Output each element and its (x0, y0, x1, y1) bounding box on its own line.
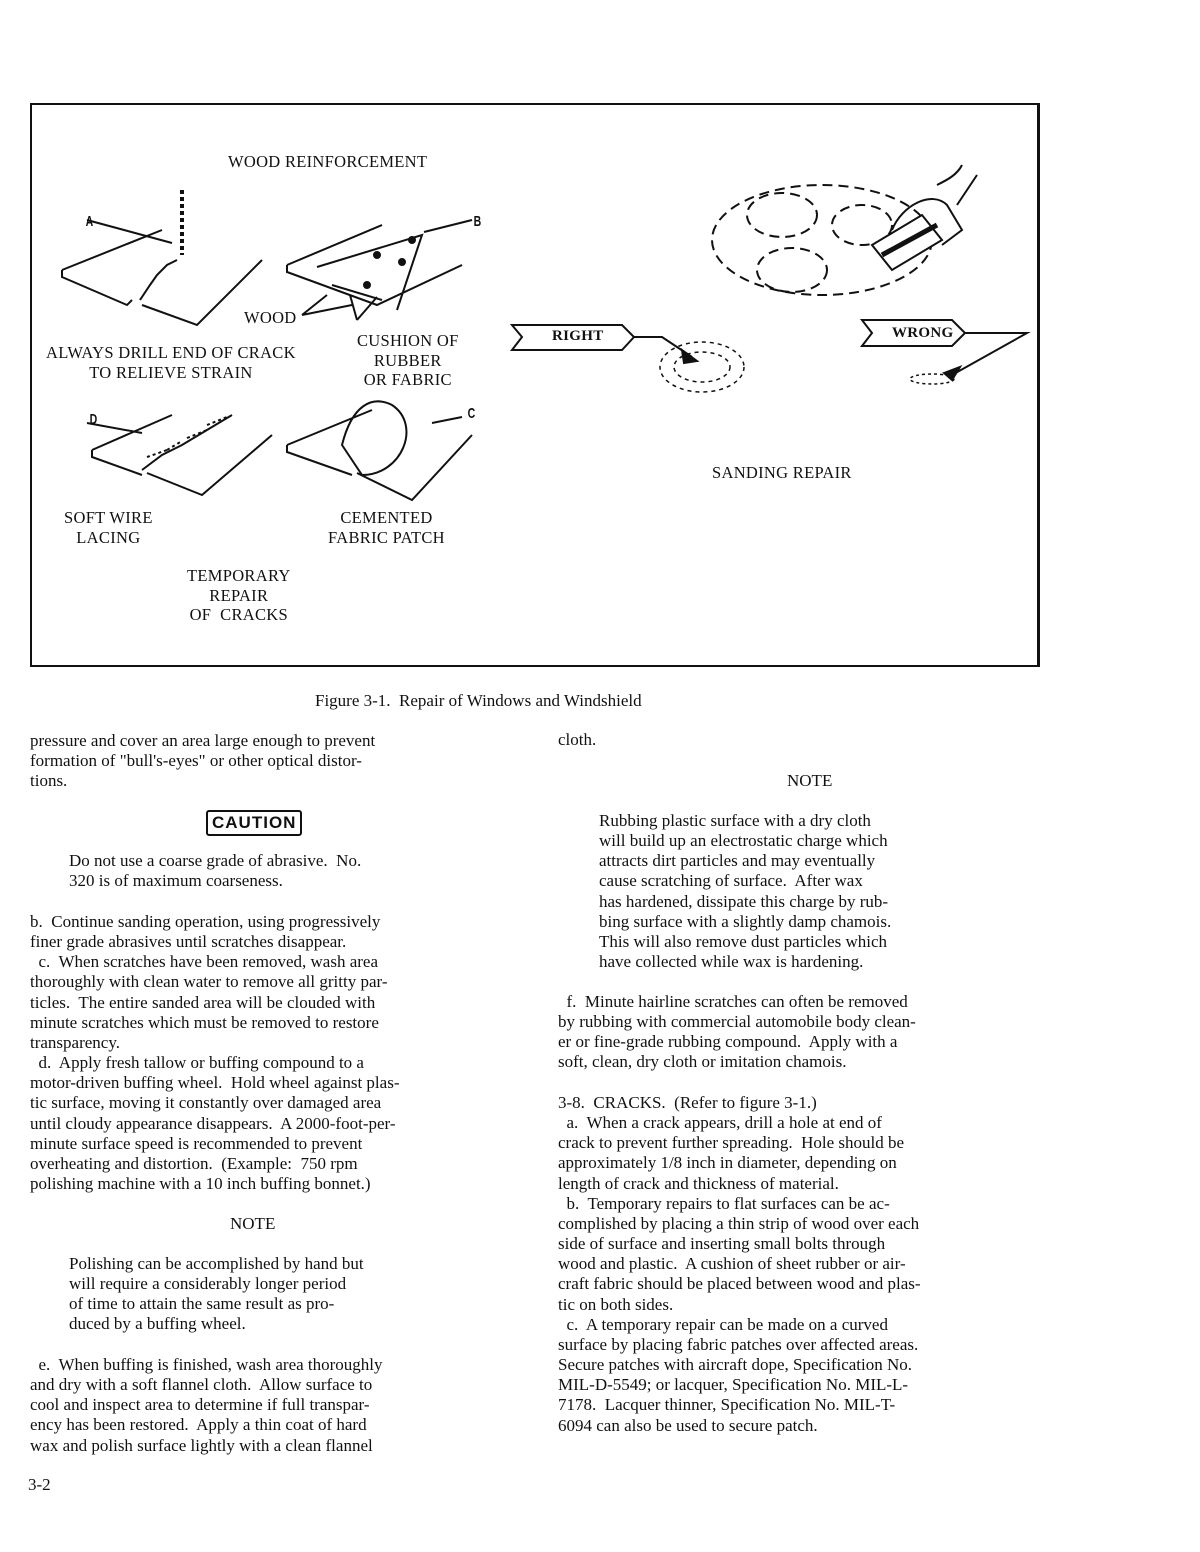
wood-reinforcement-title: WOOD REINFORCEMENT (228, 152, 428, 171)
note-text-left: Polishing can be accomplished by hand but will require a considerably longer period of time to attain the same result as pro- duced by a buffing wheel. (69, 1254, 364, 1334)
paragraphs-b-c-d: b. Continue sanding operation, using progressively finer grade abrasives until scratches disappear. c. When scratches have been removed, wash area thoroughly with clean water to remove all gritty par- ticles. The entire sanded area will be clouded with minute scratches which must be removed to restore transparency. d. Apply fresh tallow or buffing compound to a motor-driven buffing wheel. Hold wheel against plas- tic surface, moving it constantly over damaged area until cloudy appearance disappears. A 2000-foot-per- minute surface speed is recommended to prevent overheating and distortion. (Example: 750 rpm polishing machine with a 10 inch buffing bonnet.) (30, 912, 400, 1194)
label-right: RIGHT (552, 328, 604, 344)
label-patch: CEMENTED FABRIC PATCH (328, 508, 445, 547)
label-c: C (467, 405, 476, 422)
paragraph-cloth: cloth. (558, 730, 597, 749)
label-cushion: CUSHION OF RUBBER OR FABRIC (357, 331, 459, 389)
right-arrow-sign (512, 325, 744, 392)
paragraph-e: e. When buffing is finished, wash area thoroughly and dry with a soft flannel cloth. Allow surface to cool and inspect area to determine if full transpar- ency has been restored. Apply a thin coat of hard wax and polish surface lightly with a clean flannel (30, 1355, 383, 1455)
figure-caption: Figure 3-1. Repair of Windows and Windshield (315, 691, 642, 710)
caution-badge: CAUTION (206, 810, 302, 836)
figure-3-1 (30, 103, 1040, 667)
paragraph-f: f. Minute hairline scratches can often be removed by rubbing with commercial automobile body clean- er or fine-grade rubbing compound. Apply with a soft, clean, dry cloth or imitation chamois. (558, 992, 916, 1072)
label-wood: WOOD (244, 308, 297, 327)
drill-crack-illustration (62, 190, 262, 325)
label-sanding-repair: SANDING REPAIR (712, 463, 852, 482)
wood-reinforcement-illustration (287, 220, 472, 320)
repair-illustrations (32, 105, 1037, 665)
note-heading-left: NOTE (230, 1214, 276, 1233)
label-d: D (89, 411, 98, 428)
wire-lacing-illustration (87, 415, 272, 495)
caution-text: Do not use a coarse grade of abrasive. No. 320 is of maximum coarseness. (69, 851, 362, 891)
note-text-right: Rubbing plastic surface with a dry cloth will build up an electrostatic charge which attracts dirt particles and may eventually cause scratching of surface. After wax has hardened, dissipate this charge by rub- bing surface with a slightly damp chamois. This will also remove dust particles which have collected while wax is hardening. (599, 811, 892, 972)
paragraph-pressure: pressure and cover an area large enough to prevent formation of "bull's-eyes" or other optical distor- tions. (30, 731, 376, 791)
label-wrong: WRONG (892, 325, 954, 341)
hand-sander-illustration (872, 165, 977, 270)
fabric-patch-illustration (287, 401, 472, 500)
label-lacing: SOFT WIRE LACING (64, 508, 153, 547)
label-a: A (85, 213, 94, 230)
label-drill: ALWAYS DRILL END OF CRACK TO RELIEVE STRAIN (46, 343, 296, 382)
label-b: B (473, 213, 482, 230)
section-3-8-cracks: 3-8. CRACKS. (Refer to figure 3-1.) a. When a crack appears, drill a hole at end of crack to prevent further spreading. Hole should be approximately 1/8 inch in diameter, depending on length of crack and thickness of material. b. Temporary repairs to flat surfaces can be ac- complished by placing a thin strip of wood over each side of surface and inserting small bolts through wood and plastic. A cushion of sheet rubber or air- craft fabric should be placed between wood and plas- tic on both sides. c. A temporary repair can be made on a curved surface by placing fabric patches over affected areas. Secure patches with aircraft dope, Specification No. MIL-D-5549; or lacquer, Specification No. MIL-L- 7178. Lacquer thinner, Specification No. MIL-T- 6094 can also be used to secure patch. (558, 1093, 921, 1435)
label-temporary-repair: TEMPORARY REPAIR OF CRACKS (187, 566, 291, 624)
note-heading-right: NOTE (787, 771, 833, 790)
page-number: 3-2 (28, 1475, 51, 1494)
